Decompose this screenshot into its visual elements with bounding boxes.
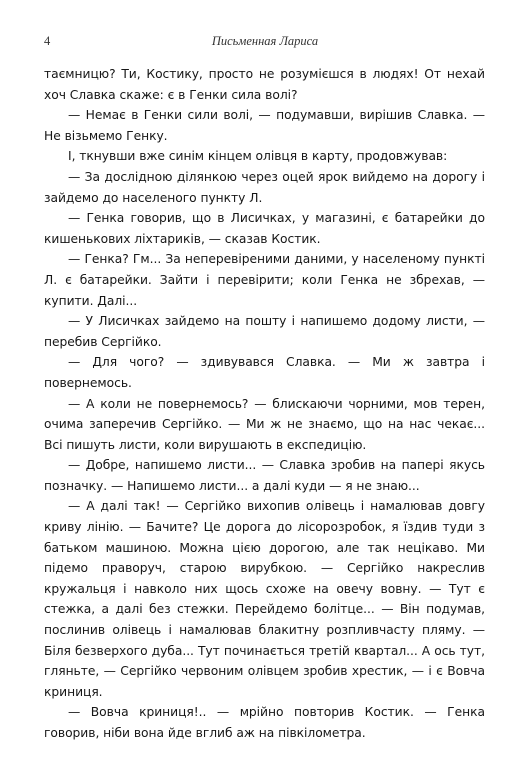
paragraph: — Для чого? — здивувався Славка. — Ми ж завтра і повернемось.	[44, 355, 485, 390]
paragraph: — У Лисичках зайдемо на пошту і напишемо додому листи, — перебив Сергійко.	[44, 314, 485, 349]
paragraph: — Вовча криниця!.. — мрійно повторив Костик. — Генка говорив, ніби вона йде вглиб аж на півкілометра.	[44, 705, 485, 740]
page-number: 4	[44, 34, 51, 48]
paragraph: — А далі так! — Сергійко вихопив олівець і намалював довгу криву лінію. — Бачите? Це дорога до лісорозробок, я їздив туди з батьком машиною. Можна цією дорогою, але так нецікаво. Ми підемо праворуч, старою вирубкою. — Сергійко накреслив кружальця і навколо них щось схоже на овечу вовну. — Тут є стежка, а далі без стежки. Перейдемо болітце... — Він подумав, послинив олівець і намалював блакитну розпливчасту пляму. — Біля безверхого дуба... Тут починається третій квартал... А ось тут, гляньте, — Сергійко червоним олівцем зробив хрестик, — і є Вовча криниця.	[44, 499, 485, 699]
paragraph: таємницю? Ти, Костику, просто не розумієшся в людях! От нехай хоч Славка скаже: є в Генки сила волі?	[44, 67, 485, 102]
paragraph: — Генка говорив, що в Лисичках, у магазині, є батарейки до кишенькових ліхтариків, — сказав Костик.	[44, 211, 485, 246]
paragraph: — За дослідною ділянкою через оцей ярок вийдемо на дорогу і зайдемо до населеного пункту Л.	[44, 169, 485, 205]
paragraph: І, ткнувши вже синім кінцем олівця в карту, продовжував:	[68, 149, 448, 164]
paragraph: — Добре, напишемо листи... — Славка зробив на папері якусь позначку. — Напишемо листи... а далі куди — я не знаю...	[44, 458, 485, 493]
paragraph: — А коли не повернемось? — блискаючи чорними, мов терен, очима заперечив Сергійко. — Ми ж не знаємо, що на нас чекає... Всі пишуть листи, коли вирушають в експедицію.	[44, 396, 485, 452]
paragraph: — Генка? Гм... За неперевіреними даними, у населеному пункті Л. є батарейки. Зайти і перевірити; коли Генка не збрехав, — купити. Далі...	[44, 252, 485, 308]
body-text	[44, 64, 485, 744]
running-title: Письменная Лариса	[211, 34, 319, 48]
page-header	[44, 34, 486, 50]
paragraph: — Немає в Генки сили волі, — подумавши, вирішив Славка. — Не візьмемо Генку.	[44, 108, 485, 143]
